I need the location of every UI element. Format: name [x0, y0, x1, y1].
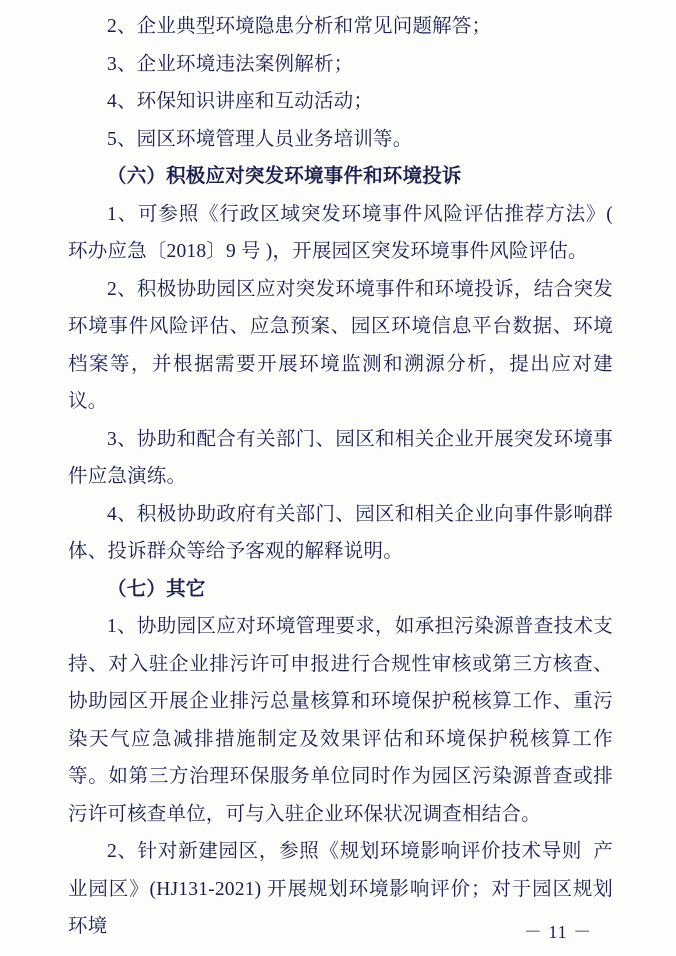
page-number — [0, 918, 676, 944]
paragraph-six-1: 1、可参照《行政区域突发环境事件风险评估推荐方法》( 环办应急〔2018〕9 号 )，开展园区突发环境事件风险评估。 — [68, 203, 619, 262]
paragraph-six-2: 2、积极协助园区应对突发环境事件和环境投诉，结合突发环境事件风险评估、应急预案、园区环境信息平台数据、环境档案等，并根据需要开展环境监测和溯源分析，提出应对建议。 — [68, 278, 613, 412]
paragraph-six-3: 3、协助和配合有关部门、园区和相关企业开展突发环境事件应急演练。 — [68, 428, 613, 487]
paragraph-seven-1: 1、协助园区应对环境管理要求，如承担污染源普查技术支持、对入驻企业排污许可申报进行合规性审核或第三方核查、协助园区开展企业排污总量核算和环境保护税核算工作、重污染天气应急减排措施制定及效果评估和环境保护税核算工作等。如第三方治理环保服务单位同时作为园区污染源普查或排污许可核查单位，可与入驻企业环保状况调查相结合。 — [68, 616, 613, 825]
paragraph-item-5: 5、园区环境管理人员业务培训等。 — [107, 128, 413, 150]
paragraph-item-4: 4、环保知识讲座和互动活动； — [107, 91, 374, 112]
paragraph-six-4: 4、积极协助政府有关部门、园区和相关企业向事件影响群体、投诉群众等给予客观的解释说明。 — [68, 503, 613, 562]
section-heading-six: （六）积极应对突发环境事件和环境投诉 — [107, 166, 462, 187]
page-number-label: － 11 － — [523, 922, 593, 942]
section-heading-seven: （七）其它 — [107, 578, 206, 600]
paragraph-seven-2: 2、针对新建园区，参照《规划环境影响评价技术导则 产业园区》(HJ131-2021) 开展规划环境影响评价；对于园区规划环境 — [68, 841, 613, 937]
document-body — [68, 8, 619, 946]
paragraph-item-3: 3、企业环境违法案例解析； — [107, 53, 354, 75]
paragraph-item-2: 2、企业典型环境隐患分析和常见问题解答； — [107, 16, 492, 37]
